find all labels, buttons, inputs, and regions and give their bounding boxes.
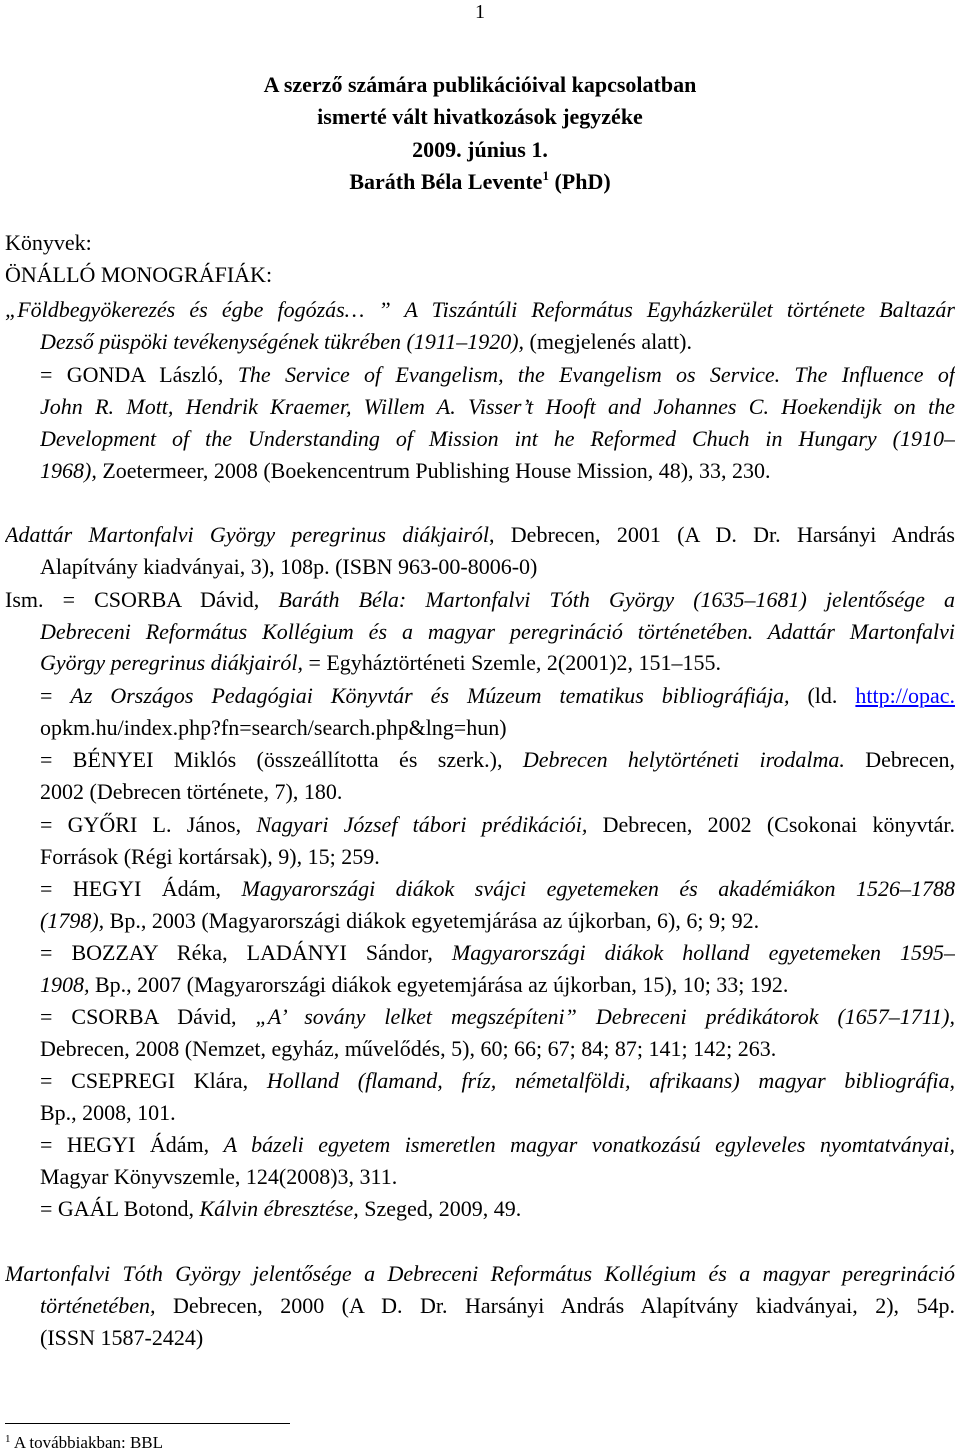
- title-segment: A bázeli egyetem ismeretlen magyar vonatkozású egyleveles nyomtatványai,: [223, 1132, 955, 1157]
- citation-line: [40, 455, 955, 487]
- footnote: [5, 1432, 163, 1453]
- citation-line: [40, 1161, 955, 1193]
- text-segment: = GAÁL Botond,: [40, 1196, 200, 1221]
- title-segment: Martonfalvi Tóth György jelentősége a Debreceni Református Kollégium és a magyar peregrináció: [5, 1261, 955, 1286]
- text-segment: Debrecen,: [844, 747, 955, 772]
- citation-line: [40, 905, 955, 937]
- text-segment: Ism. = CSORBA Dávid,: [5, 587, 279, 612]
- text-segment: = CSORBA Dávid,: [40, 1004, 256, 1029]
- text-segment: Bp., 2003 (Magyarországi diákok egyetemjárása az újkorban, 6), 6; 9; 92.: [104, 908, 760, 933]
- text-segment: = BOZZAY Réka, LADÁNYI Sándor,: [40, 940, 452, 965]
- title-segment: (1798),: [40, 908, 105, 933]
- monograph-line: [40, 1322, 955, 1354]
- citation-line: [40, 873, 955, 905]
- citation-line: [40, 969, 955, 1001]
- citation-line: [40, 616, 955, 648]
- title-segment: 1908,: [40, 972, 90, 997]
- text-segment: (megjelenés alatt).: [529, 329, 693, 354]
- title-segment: Magyarországi diákok svájci egyetemeken és akadémiákon 1526–1788: [241, 876, 955, 901]
- citation-line: [40, 1001, 955, 1033]
- monograph-line: [40, 1290, 955, 1322]
- text-segment: = Egyháztörténeti Szemle, 2(2001)2, 151–155.: [302, 650, 722, 675]
- title-segment: Az Országos Pedagógiai Könyvtár és Múzeum tematikus bibliográfiája,: [70, 683, 790, 708]
- title-segment: Debrecen helytörténeti irodalma.: [522, 747, 845, 772]
- title-segment: Dezső püspöki tevékenységének tükrében (1911–1920),: [40, 329, 530, 354]
- text-segment: = GYŐRI L. János,: [40, 812, 257, 837]
- text-segment: Debrecen, 2008 (Nemzet, egyház, művelődés, 5), 60; 66; 67; 84; 87; 141; 142; 263.: [40, 1036, 777, 1061]
- text-segment: Bp., 2008, 101.: [40, 1100, 176, 1125]
- title-segment: „Földbegyökerezés és égbe fogózás… ” A Tiszántúli Református Egyházkerület története Baltazár: [5, 297, 955, 322]
- title-segment: John R. Mott, Hendrik Kraemer, Willem A. Visser’t Hooft and Johannes C. Hoekendijk on the: [40, 394, 955, 419]
- citation-line: [40, 359, 955, 391]
- monograph-line: [5, 1258, 955, 1290]
- text-segment: = BÉNYEI Miklós (összeállította és szerk.),: [40, 747, 523, 772]
- opac-url-link[interactable]: http://opac.: [855, 683, 955, 708]
- text-segment: Debrecen, 2002 (Csokonai könyvtár.: [587, 812, 955, 837]
- page-number: 1: [475, 1, 485, 23]
- text-segment: = CSEPREGI Klára,: [40, 1068, 267, 1093]
- footnote-text: A továbbiakban: BBL: [13, 1433, 164, 1452]
- text-segment: (ISSN 1587-2424): [40, 1325, 204, 1350]
- section-subheading: ÖNÁLLÓ MONOGRÁFIÁK:: [5, 262, 273, 287]
- text-segment: opkm.hu/index.php?fn=search/search.php&lng=hun): [40, 715, 507, 740]
- citation-line: [40, 744, 955, 776]
- citation-line: [40, 841, 955, 873]
- citation-line: [40, 647, 955, 679]
- title-segment: Kálvin ébresztése,: [199, 1196, 359, 1221]
- citation-line: [40, 937, 955, 969]
- citation-line: [40, 391, 955, 423]
- text-segment: = HEGYI Ádám,: [40, 876, 242, 901]
- title-segment: Debreceni Református Kollégium és a magyar peregrináció történetében. Adattár Martonfalvi: [40, 619, 955, 644]
- citation-line: [40, 1129, 955, 1161]
- footnote-separator: [5, 1423, 290, 1424]
- citation-line: [40, 1097, 955, 1129]
- monograph-line: [40, 551, 955, 583]
- title-segment: történetében,: [40, 1293, 156, 1318]
- title-segment: „A’ sovány lelket megszépíteni” Debreceni prédikátorok (1657–1711),: [255, 1004, 955, 1029]
- citation-line: [40, 1065, 955, 1097]
- title-segment: Holland (flamand, fríz, németalföldi, afrikaans) magyar bibliográfia,: [266, 1068, 955, 1093]
- text-segment: , Debrecen, 2001 (A D. Dr. Harsányi András: [488, 522, 955, 547]
- citation-line: [40, 1193, 955, 1225]
- footnote-mark: 1: [5, 1433, 11, 1445]
- citation-line: [40, 809, 955, 841]
- title-segment: Nagyari József tábori prédikációi,: [256, 812, 588, 837]
- text-segment: Zoetermeer, 2008 (Boekencentrum Publishing House Mission, 48), 33, 230.: [96, 458, 771, 483]
- text-segment: 2002 (Debrecen története, 7), 180.: [40, 779, 343, 804]
- title-segment: Adattár Martonfalvi György peregrinus diákjairól: [5, 522, 489, 547]
- text-segment: = GONDA László,: [40, 362, 238, 387]
- title-segment: Magyarországi diákok holland egyetemeken 1595–: [451, 940, 955, 965]
- monograph-line: [5, 519, 955, 551]
- document-date: 2009. június 1.: [412, 137, 548, 162]
- title-segment: György peregrinus diákjairól,: [40, 650, 303, 675]
- text-segment: Magyar Könyvszemle, 124(2008)3, 311.: [40, 1164, 398, 1189]
- text-segment: = HEGYI Ádám,: [40, 1132, 224, 1157]
- monograph-line: [40, 326, 955, 358]
- text-segment: Források (Régi kortársak), 9), 15; 259.: [40, 844, 380, 869]
- title-segment: Baráth Béla: Martonfalvi Tóth György (1635–1681) jelentősége a: [278, 587, 955, 612]
- text-segment: Debrecen, 2000 (A D. Dr. Harsányi András Alapítvány kiadványai, 2), 54p.: [155, 1293, 955, 1318]
- title-segment: Development of the Understanding of Mission int he Reformed Chuch in Hungary (1910–: [40, 426, 955, 451]
- text-segment: Alapítvány kiadványai, 3), 108p. (ISBN 963-00-8006-0): [40, 554, 538, 579]
- author-degree: (PhD): [554, 169, 611, 194]
- document-title-line-1: A szerző számára publikációival kapcsolatban: [263, 72, 697, 97]
- section-heading: Könyvek:: [5, 230, 92, 255]
- title-segment: The Service of Evangelism, the Evangelism os Service. The Influence of: [237, 362, 955, 387]
- footnote-mark: 1: [542, 168, 549, 183]
- author-line: [0, 166, 960, 198]
- monograph-line: [5, 294, 955, 326]
- text-segment: Szeged, 2009, 49.: [358, 1196, 522, 1221]
- document-title-line-2: ismerté vált hivatkozások jegyzéke: [317, 104, 643, 129]
- text-segment: Bp., 2007 (Magyarországi diákok egyetemjárása az újkorban, 15), 10; 33; 192.: [89, 972, 789, 997]
- text-segment: (ld.: [789, 683, 856, 708]
- citation-line: [40, 712, 955, 744]
- citation-line: [40, 1033, 955, 1065]
- title-segment: 1968),: [40, 458, 97, 483]
- text-segment: =: [40, 683, 71, 708]
- citation-line: [40, 423, 955, 455]
- citation-line: [40, 680, 955, 712]
- citation-line: [40, 776, 955, 808]
- author-name: Baráth Béla Levente: [349, 169, 543, 194]
- citation-line: [5, 584, 955, 616]
